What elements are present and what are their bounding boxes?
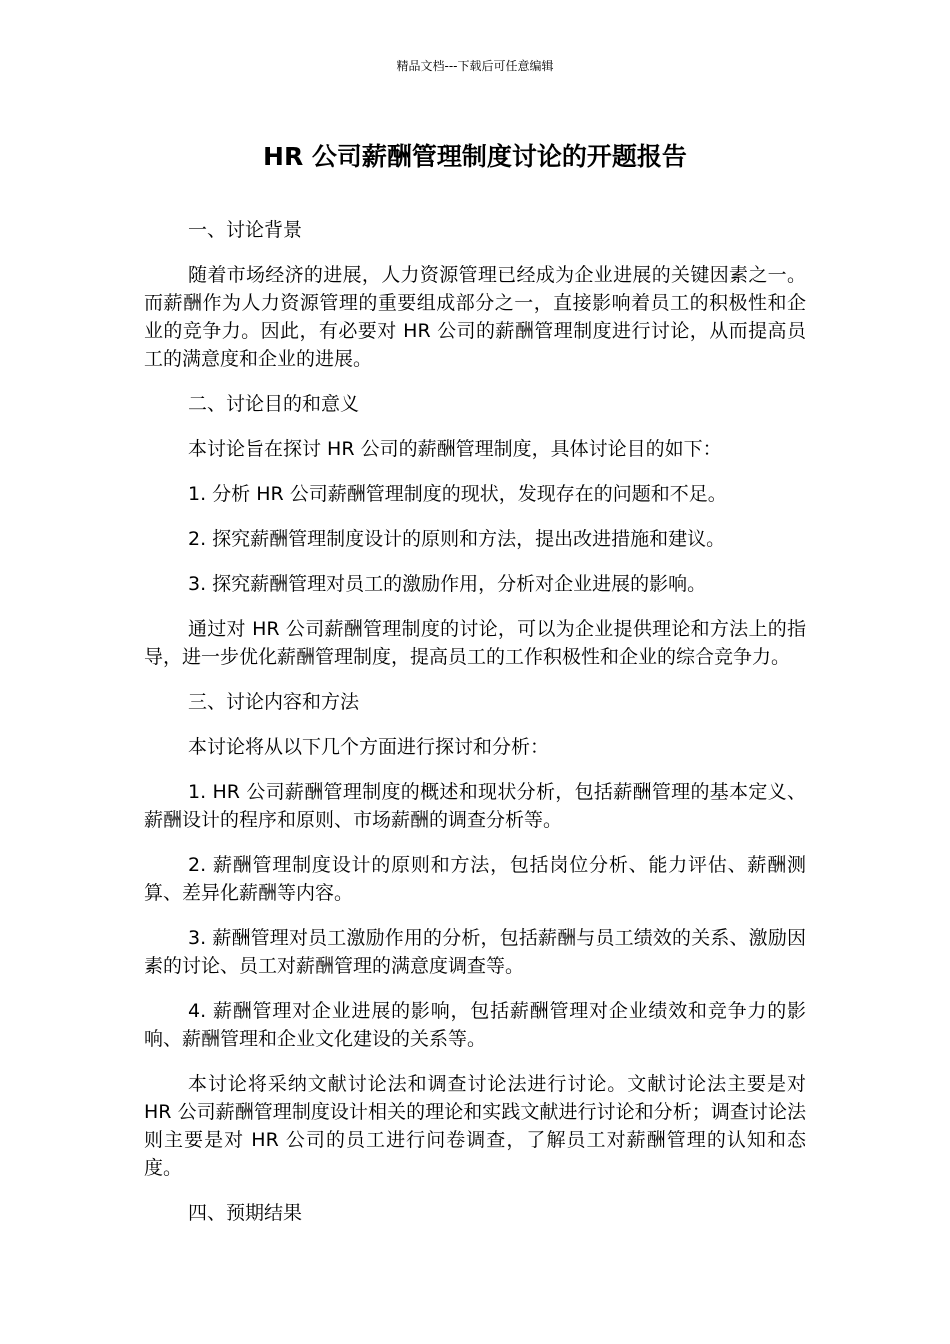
page-header: 精品文档---下载后可任意编辑 [396,59,554,73]
purpose-intro: 本讨论旨在探讨 HR 公司的薪酬管理制度，具体讨论目的如下： [188,438,722,460]
section-heading-expected-results: 四、预期结果 [188,1202,303,1224]
content-item-4: 4. 薪酬管理对企业进展的影响，包括薪酬管理对企业绩效和竞争力的影响、薪酬管理和企业文化建设的关系等。 [144,1000,806,1050]
section-heading-purpose: 二、讨论目的和意义 [188,393,360,415]
document-title: HR 公司薪酬管理制度讨论的开题报告 [263,142,687,171]
content-item-3: 3. 薪酬管理对员工激励作用的分析，包括薪酬与员工绩效的关系、激励因素的讨论、员工对薪酬管理的满意度调查等。 [144,927,806,977]
purpose-item-3: 3. 探究薪酬管理对员工的激励作用，分析对企业进展的影响。 [188,573,707,595]
section-heading-content-methods: 三、讨论内容和方法 [188,691,360,713]
content-item-2: 2. 薪酬管理制度设计的原则和方法，包括岗位分析、能力评估、薪酬测算、差异化薪酬等内容。 [144,854,806,904]
section-heading-background: 一、讨论背景 [188,219,303,241]
content-item-1: 1. HR 公司薪酬管理制度的概述和现状分析，包括薪酬管理的基本定义、薪酬设计的程序和原则、市场薪酬的调查分析等。 [144,781,806,831]
content-intro: 本讨论将从以下几个方面进行探讨和分析： [188,736,550,758]
purpose-conclusion: 通过对 HR 公司薪酬管理制度的讨论，可以为企业提供理论和方法上的指导，进一步优化薪酬管理制度，提高员工的工作积极性和企业的综合竞争力。 [144,618,806,668]
background-paragraph: 随着市场经济的进展，人力资源管理已经成为企业进展的关键因素之一。而薪酬作为人力资源管理的重要组成部分之一，直接影响着员工的积极性和企业的竞争力。因此，有必要对 HR 公司的薪酬管理制度进行讨论，从而提高员工的满意度和企业的进展。 [144,264,806,370]
methods-paragraph: 本讨论将采纳文献讨论法和调查讨论法进行讨论。文献讨论法主要是对 HR 公司薪酬管理制度设计相关的理论和实践文献进行讨论和分析；调查讨论法则主要是对 HR 公司的员工进行问卷调查，了解员工对薪酬管理的认知和态度。 [144,1073,806,1179]
purpose-item-1: 1. 分析 HR 公司薪酬管理制度的现状，发现存在的问题和不足。 [188,483,727,505]
purpose-item-2: 2. 探究薪酬管理制度设计的原则和方法，提出改进措施和建议。 [188,528,726,550]
document-body [144,216,806,1244]
